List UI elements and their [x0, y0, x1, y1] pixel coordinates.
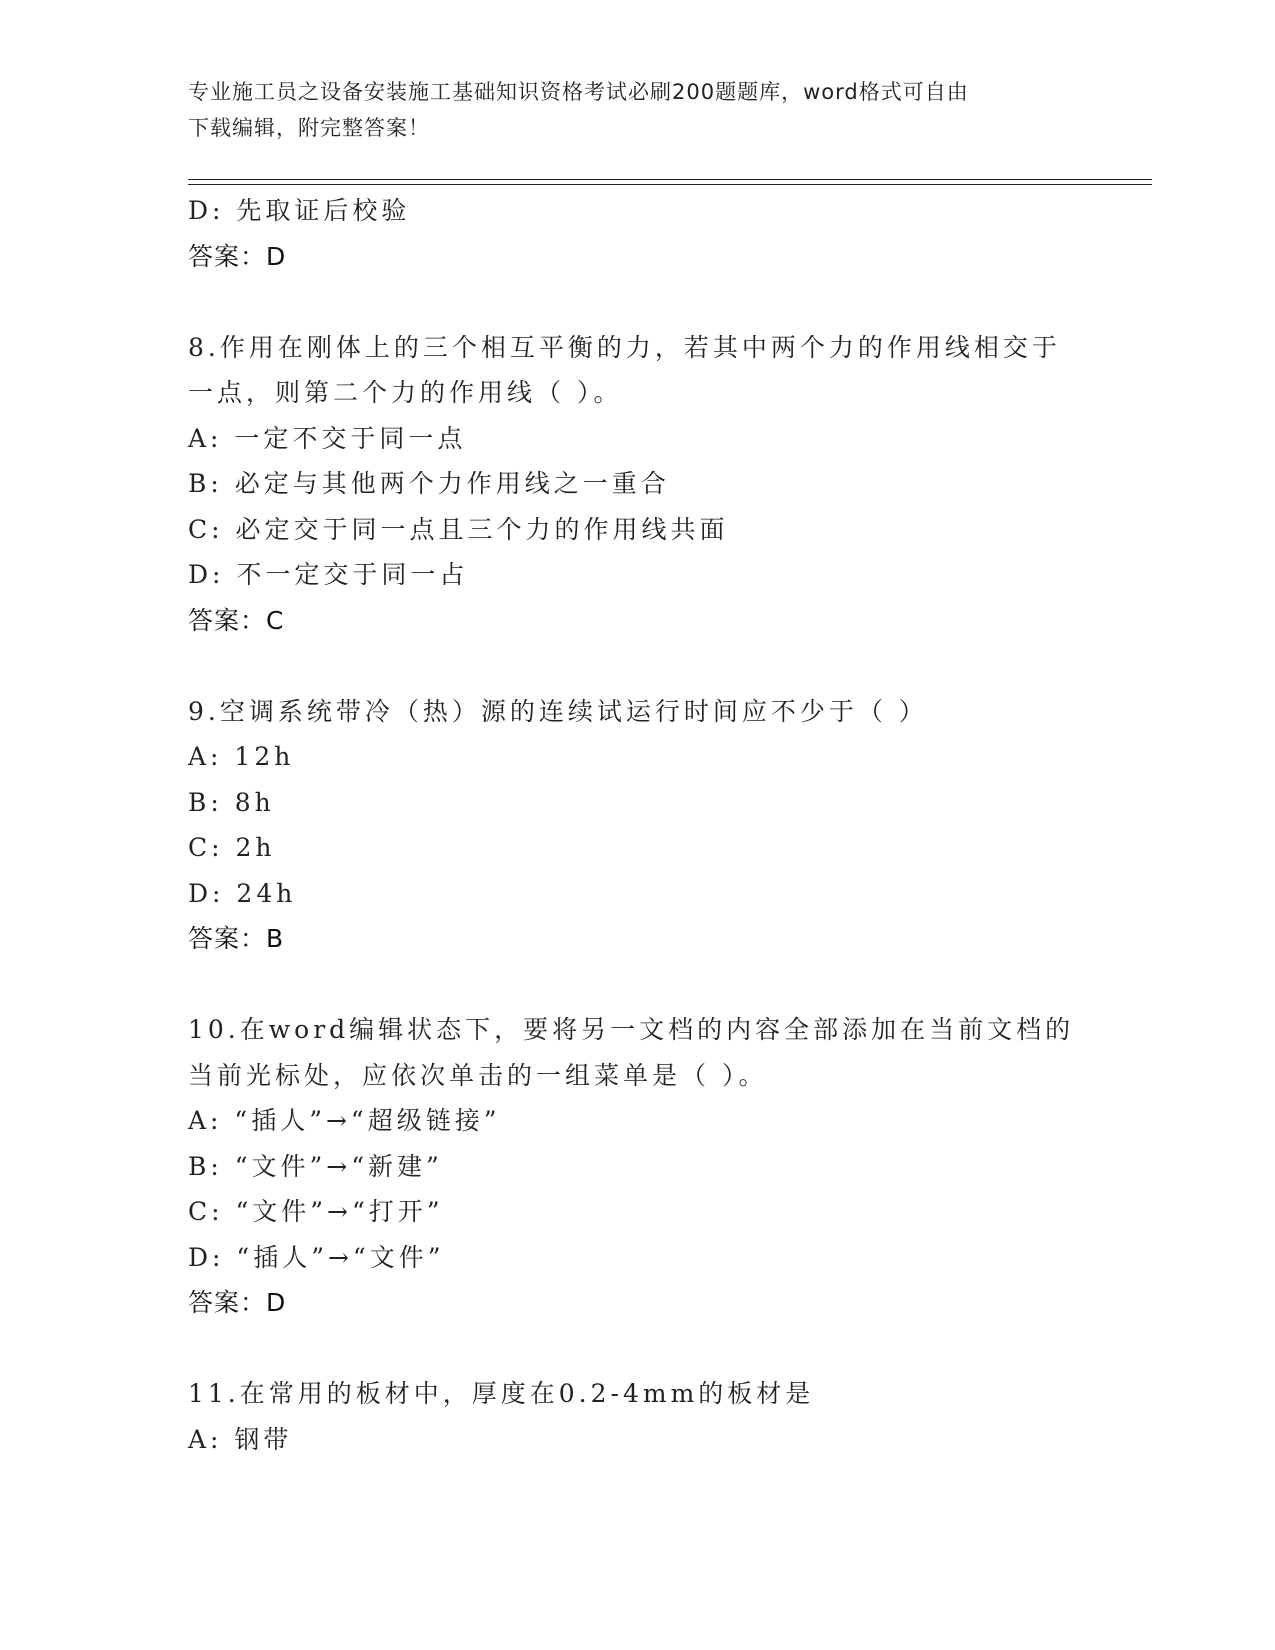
- option-d: D: 24h: [188, 878, 297, 908]
- option-a: A: “插人”→“超级链接”: [188, 1106, 501, 1135]
- header-title-line1: 专业施工员之设备安装施工基础知识资格考试必刷200题题库，word格式可自由: [188, 80, 969, 104]
- question-stem: 11.在常用的板材中，厚度在0.2-4mm的板材是: [188, 1379, 815, 1408]
- option-d: D: 先取证后校验: [188, 196, 411, 225]
- question-list: [188, 188, 1088, 1462]
- answer-label: 答案：D: [188, 241, 287, 271]
- spacer: [188, 643, 1088, 689]
- question-10: [188, 1007, 1088, 1326]
- option-a: A: 一定不交于同一点: [188, 423, 467, 453]
- question-stem-continued: 当前光标处，应依次单击的一组菜单是（ ）。: [188, 1060, 768, 1090]
- option-c: C: 2h: [188, 833, 276, 862]
- option-d: D: “插人”→“文件”: [188, 1242, 445, 1272]
- answer-label: 答案：C: [188, 605, 285, 635]
- option-c: C: 必定交于同一点且三个力的作用线共面: [188, 514, 729, 544]
- question-stem: 8.作用在刚体上的三个相互平衡的力，若其中两个力的作用线相交于: [188, 332, 1061, 362]
- question-stem: 10.在word编辑状态下，要将另一文档的内容全部添加在当前文档的: [188, 1015, 1075, 1044]
- answer-label: 答案：B: [188, 924, 285, 953]
- document-header: [188, 74, 1078, 146]
- question-11: [188, 1371, 1088, 1462]
- spacer: [188, 279, 1088, 325]
- spacer: [188, 962, 1088, 1008]
- option-d: D: 不一定交于同一占: [188, 560, 469, 589]
- option-a: A: 12h: [188, 742, 295, 771]
- question-stem: 9.空调系统带冷（热）源的连续试运行时间应不少于（ ）: [188, 696, 928, 726]
- question-9: [188, 689, 1088, 962]
- option-c: C: “文件”→“打开”: [188, 1197, 444, 1226]
- header-title-line2: 下载编辑，附完整答案！: [188, 116, 430, 140]
- option-b: B: 必定与其他两个力作用线之一重合: [188, 469, 670, 498]
- header-divider-bottom: [188, 184, 1152, 185]
- header-divider-top: [188, 179, 1152, 180]
- answer-label: 答案：D: [188, 1288, 287, 1317]
- option-a: A: 钢带: [188, 1424, 293, 1454]
- previous-question-tail: [188, 188, 1088, 279]
- option-b: B: “文件”→“新建”: [188, 1151, 443, 1181]
- option-b: B: 8h: [188, 787, 275, 817]
- question-8: [188, 325, 1088, 644]
- spacer: [188, 1326, 1088, 1372]
- question-stem-continued: 一点，则第二个力的作用线（ ）。: [188, 378, 623, 407]
